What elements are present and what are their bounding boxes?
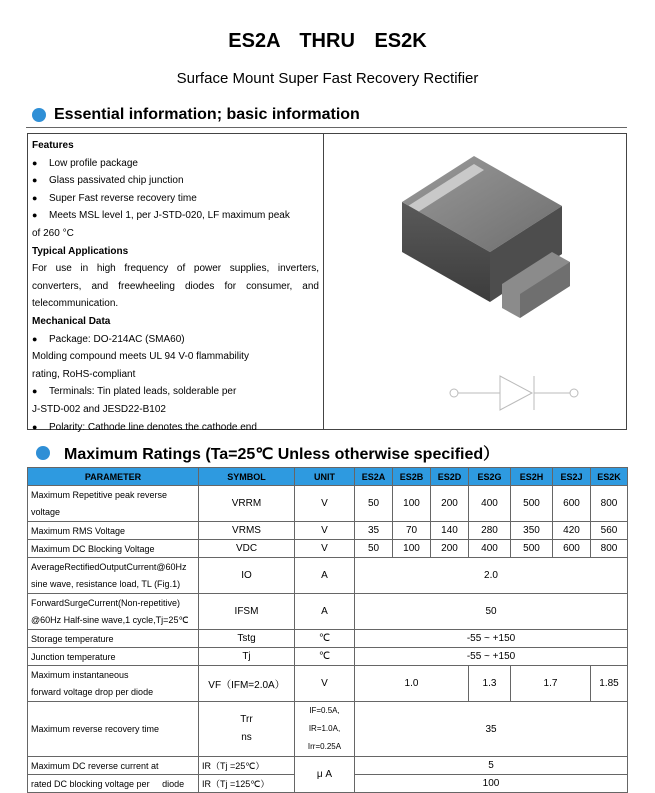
header-cell: ES2G: [469, 468, 511, 486]
param-cell: Maximum instantaneous forward voltage drop per diode: [28, 666, 199, 702]
unit-cell: V: [295, 486, 355, 522]
symbol-cell: VF（IFM=2.0A）: [199, 666, 295, 702]
page-subtitle: Surface Mount Super Fast Recovery Rectifier: [176, 70, 479, 87]
value-cell: 350: [511, 522, 553, 540]
param-cell: Maximum DC reverse current at: [28, 757, 199, 775]
table-row: [28, 540, 628, 558]
mechanical-heading: Mechanical Data: [32, 315, 111, 327]
unit-cell: ℃: [295, 630, 355, 648]
package-image: [324, 134, 626, 429]
param-cell: rated DC blocking voltage per diode: [28, 775, 199, 793]
symbol-cell: IFSM: [199, 594, 295, 630]
param-cell: Junction temperature: [28, 648, 199, 666]
table-row: [28, 522, 628, 540]
feature-item: ● Glass passivated chip junction: [32, 172, 319, 190]
section-basic-info: [32, 106, 360, 124]
unit-cell: ℃: [295, 648, 355, 666]
table-row: [28, 666, 628, 702]
symbol-cell: Trr ns: [199, 702, 295, 757]
value-cell: 35: [355, 702, 628, 757]
section-title: Maximum Ratings (Ta=25℃ Unless otherwise specified）: [64, 446, 500, 463]
value-cell: 500: [511, 540, 553, 558]
param-cell: Maximum reverse recovery time: [28, 702, 199, 757]
symbol-cell: VDC: [199, 540, 295, 558]
page-title: ES2A THRU ES2K: [228, 30, 427, 52]
feature-item: ● Super Fast reverse recovery time: [32, 190, 319, 208]
value-cell: 5: [355, 757, 628, 775]
info-text: [28, 134, 324, 433]
value-cell: 400: [469, 486, 511, 522]
value-cell: 1.3: [469, 666, 511, 702]
table-header-row: [28, 468, 628, 486]
section-title: Essential information; basic information: [54, 106, 360, 123]
unit-cell: μ A: [295, 757, 355, 793]
feature-item: ● Meets MSL level 1, per J-STD-020, LF maximum peak: [32, 207, 319, 225]
value-cell: -55 ~ +150: [355, 648, 628, 666]
table-row: [28, 648, 628, 666]
value-cell: 50: [355, 486, 393, 522]
diode-symbol-icon: [450, 376, 578, 410]
header-cell: ES2H: [511, 468, 553, 486]
mech-item: ● Terminals: Tin plated leads, solderable per: [32, 383, 319, 401]
value-cell: 420: [553, 522, 591, 540]
table-row: [28, 594, 628, 630]
mech-item-cont: J-STD-002 and JESD22-B102: [32, 403, 166, 415]
value-cell: 600: [553, 486, 591, 522]
param-cell: Maximum RMS Voltage: [28, 522, 199, 540]
param-cell: AverageRectifiedOutputCurrent@60Hz sine wave, resistance load, TL (Fig.1): [28, 558, 199, 594]
value-cell: 560: [591, 522, 628, 540]
ratings-table: [27, 467, 628, 793]
unit-cell: V: [295, 522, 355, 540]
value-cell: -55 ~ +150: [355, 630, 628, 648]
header-cell: PARAMETER: [28, 468, 199, 486]
applications-heading: Typical Applications: [32, 245, 129, 257]
unit-cell: A: [295, 594, 355, 630]
param-cell: Storage temperature: [28, 630, 199, 648]
value-cell: 35: [355, 522, 393, 540]
value-cell: 140: [431, 522, 469, 540]
value-cell: 600: [553, 540, 591, 558]
value-cell: 200: [431, 540, 469, 558]
table-row: [28, 558, 628, 594]
applications-text: For use in high frequency of power supplies, inverters, converters, and freewheeling diodes for consumer, and telecommunication.: [32, 263, 319, 310]
value-cell: 500: [511, 486, 553, 522]
divider: [26, 127, 627, 128]
value-cell: 50: [355, 540, 393, 558]
param-cell: Maximum DC Blocking Voltage: [28, 540, 199, 558]
table-row: [28, 486, 628, 522]
bullet-dot-icon: [32, 108, 46, 122]
header-cell: ES2B: [393, 468, 431, 486]
mech-item-cont: rating, RoHS-compliant: [32, 368, 136, 380]
symbol-cell: VRRM: [199, 486, 295, 522]
param-cell: Maximum Repetitive peak reverse voltage: [28, 486, 199, 522]
section-max-ratings: [36, 441, 499, 464]
value-cell: 1.7: [511, 666, 591, 702]
mech-item: ● Polarity: Cathode line denotes the cathode end: [32, 419, 319, 437]
header-cell: UNIT: [295, 468, 355, 486]
value-cell: 280: [469, 522, 511, 540]
unit-cell: V: [295, 540, 355, 558]
symbol-cell: IR（Tj =125℃）: [199, 775, 295, 793]
bullet-dot-icon: [36, 446, 50, 460]
symbol-cell: IR（Tj =25℃）: [199, 757, 295, 775]
value-cell: 70: [393, 522, 431, 540]
package-illustration: [324, 134, 626, 429]
header-cell: ES2J: [553, 468, 591, 486]
header-cell: ES2A: [355, 468, 393, 486]
symbol-cell: Tstg: [199, 630, 295, 648]
value-cell: 400: [469, 540, 511, 558]
unit-cell: V: [295, 666, 355, 702]
value-cell: 2.0: [355, 558, 628, 594]
feature-item-cont: of 260 °C: [32, 227, 74, 239]
value-cell: 50: [355, 594, 628, 630]
info-box: [27, 133, 627, 433]
value-cell: 100: [355, 775, 628, 793]
features-heading: Features: [32, 140, 74, 151]
table-row: [28, 757, 628, 775]
header-cell: ES2K: [591, 468, 628, 486]
table-row: [28, 630, 628, 648]
param-cell: ForwardSurgeCurrent(Non-repetitive) @60Hz Half-sine wave,1 cycle,Tj=25℃: [28, 594, 199, 630]
value-cell: 1.0: [355, 666, 469, 702]
value-cell: 100: [393, 486, 431, 522]
value-cell: 1.85: [591, 666, 628, 702]
value-cell: 800: [591, 486, 628, 522]
value-cell: 800: [591, 540, 628, 558]
unit-cell: IF=0.5A, IR=1.0A, Irr=0.25A: [295, 702, 355, 757]
symbol-cell: VRMS: [199, 522, 295, 540]
mech-item: Molding compound meets UL 94 V-0 flammability: [32, 351, 249, 363]
symbol-cell: IO: [199, 558, 295, 594]
table-row: [28, 702, 628, 757]
symbol-cell: Tj: [199, 648, 295, 666]
feature-item: ● Low profile package: [32, 155, 319, 173]
value-cell: 100: [393, 540, 431, 558]
unit-cell: A: [295, 558, 355, 594]
mech-item: ● Package: DO-214AC (SMA60): [32, 331, 319, 349]
header-cell: SYMBOL: [199, 468, 295, 486]
value-cell: 200: [431, 486, 469, 522]
header-cell: ES2D: [431, 468, 469, 486]
